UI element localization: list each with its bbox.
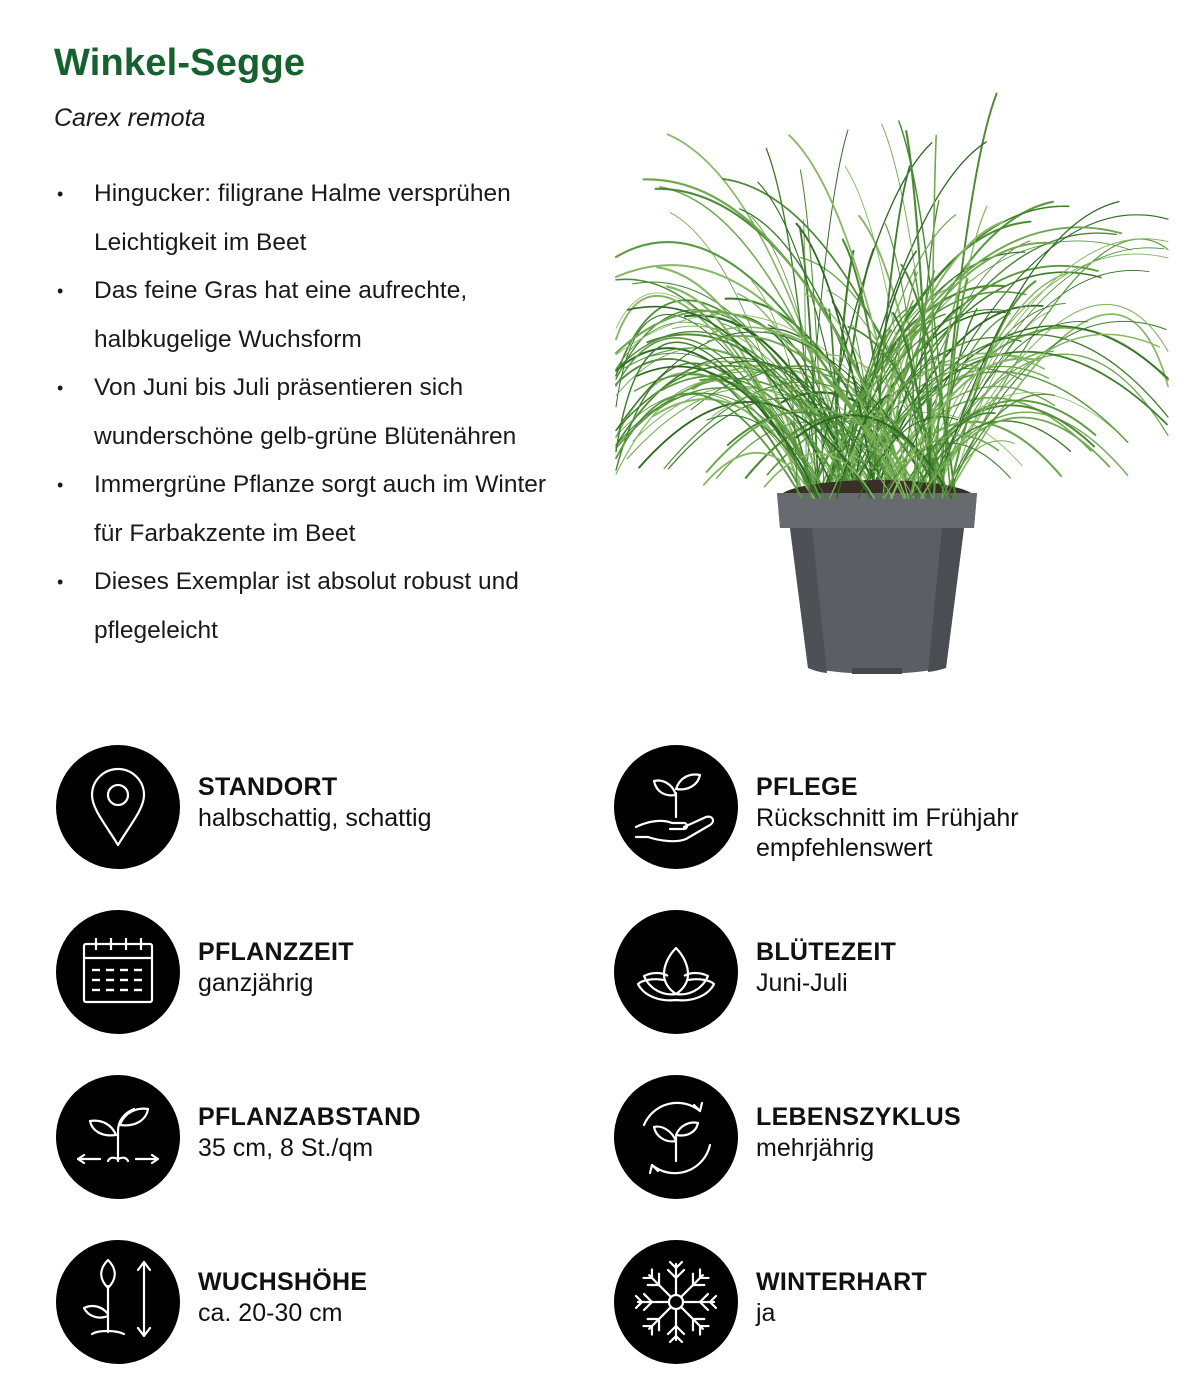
attribute-value: Juni-Juli (756, 969, 848, 997)
plant-height-icon (56, 1240, 180, 1364)
plant-spacing-icon (56, 1075, 180, 1199)
attribute-label: PFLANZZEIT (198, 938, 354, 966)
bullet-icon: • (57, 378, 64, 398)
attribute-value: Rückschnitt im Frühjahr empfehlenswert (756, 804, 1019, 862)
feature-item: • Immergrüne Pflanze sorgt auch im Winter für Farbakzente im Beet (54, 461, 614, 558)
attribute-wuchshoehe (56, 1240, 367, 1364)
attribute-label: STANDORT (198, 773, 338, 801)
location-pin-icon (56, 745, 180, 869)
latin-name: Carex remota (54, 104, 206, 132)
snowflake-icon (614, 1240, 738, 1364)
feature-item: • Von Juni bis Juli präsentieren sich wunderschöne gelb-grüne Blütenähren (54, 364, 614, 461)
attribute-value: mehrjährig (756, 1134, 875, 1162)
plant-image (612, 28, 1172, 688)
calendar-icon (56, 910, 180, 1034)
attribute-label: WUCHSHÖHE (198, 1268, 368, 1296)
attribute-label: BLÜTEZEIT (756, 938, 897, 966)
grass-blade (930, 304, 1168, 496)
attribute-label: PFLANZABSTAND (198, 1103, 421, 1131)
attribute-value: ja (756, 1299, 776, 1327)
grass-blades (616, 94, 1168, 496)
attribute-value: ganzjährig (198, 969, 314, 997)
bullet-icon: • (57, 184, 64, 204)
attribute-value: 35 cm, 8 St./qm (198, 1134, 374, 1162)
attribute-lebenszyklus (614, 1075, 961, 1199)
bullet-icon: • (57, 475, 64, 495)
attribute-label: PFLEGE (756, 773, 858, 801)
feature-item: • Dieses Exemplar ist absolut robust und pflegeleicht (54, 558, 614, 655)
attribute-pflanzabstand (56, 1075, 421, 1199)
attribute-value: halbschattig, schattig (198, 804, 432, 832)
feature-item: • Hingucker: filigrane Halme versprühen Leichtigkeit im Beet (54, 170, 614, 267)
attribute-pflanzzeit (56, 910, 354, 1034)
plant-cycle-icon (614, 1075, 738, 1199)
bullet-icon: • (57, 281, 64, 301)
feature-list (54, 170, 614, 655)
product-title: Winkel-Segge (54, 42, 306, 84)
attribute-pflege (614, 745, 1019, 869)
attribute-bluetezeit (614, 910, 896, 1034)
lotus-flower-icon (614, 910, 738, 1034)
hand-seedling-icon (614, 745, 738, 869)
attribute-label: WINTERHART (756, 1268, 928, 1296)
attribute-winterhart (614, 1240, 927, 1364)
attribute-value: ca. 20-30 cm (198, 1299, 343, 1327)
pot (777, 480, 977, 674)
feature-item: • Das feine Gras hat eine aufrechte, halbkugelige Wuchsform (54, 267, 614, 364)
attribute-standort (56, 745, 431, 869)
bullet-icon: • (57, 572, 64, 592)
attribute-label: LEBENSZYKLUS (756, 1103, 962, 1131)
